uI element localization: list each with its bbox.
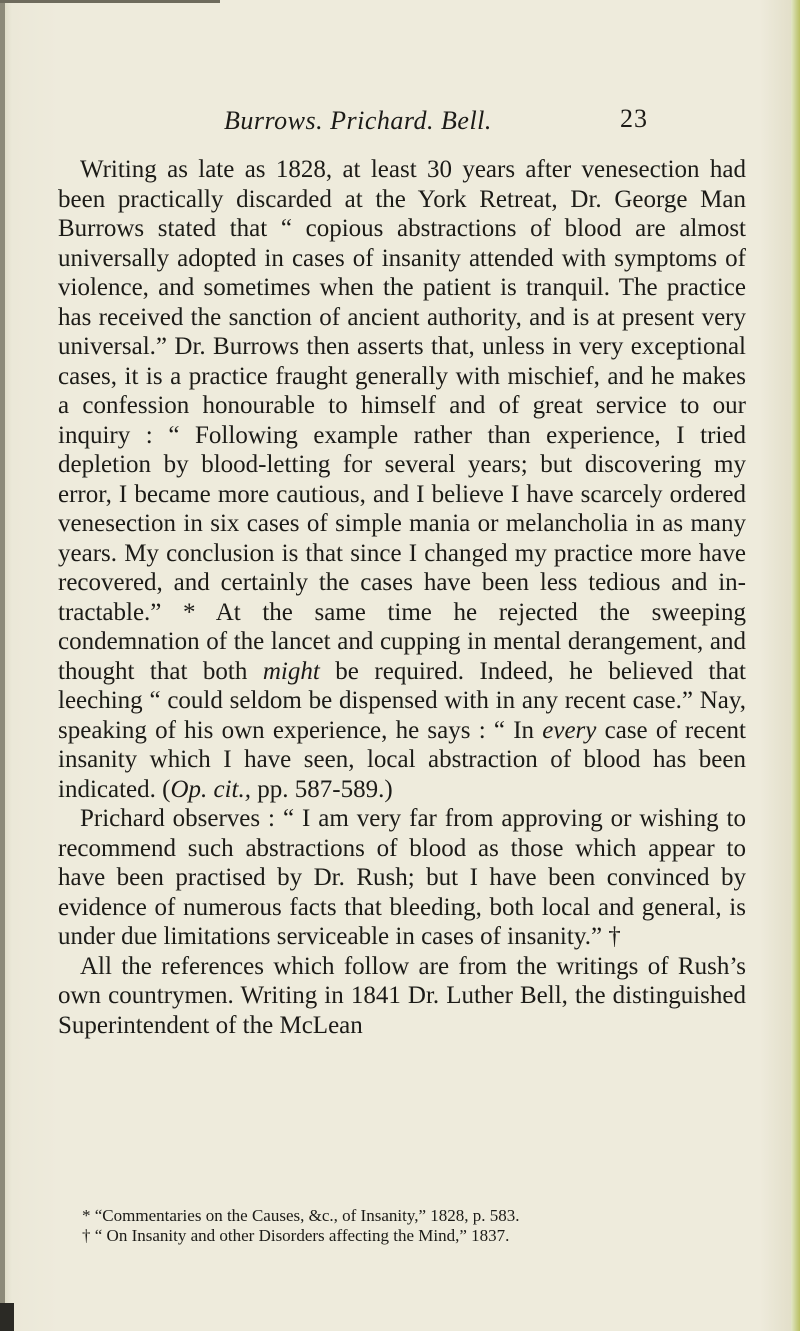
running-head-title: Burrows. Prichard. Bell. [224, 106, 492, 135]
page-number: 23 [620, 104, 648, 133]
footnote-dagger: † “ On Insanity and other Disorders affecting the Mind,” 1837. [82, 1226, 510, 1245]
footnotes [82, 1206, 754, 1246]
page-right-edge [791, 0, 800, 1331]
paragraph-text: case of recent insanity which I have seen, local abstraction of blood has been indicated. ( [58, 716, 746, 803]
paragraph-prichard: Prichard observes : “ I am very far from approving or wishing to recommend such abstractions of blood as those which appear to have been practised by Dr. Rush; but I have been convinced by evidence of numerous facts that bleeding, both local and general, is under due limitations serviceable in cases of insanity.” † [58, 805, 746, 950]
italic-text: Op. cit., [170, 775, 251, 803]
italic-text: might [262, 657, 320, 685]
paragraph-text: pp. 587-589.) [251, 775, 393, 803]
footnote-asterisk: * “Commentaries on the Causes, &c., of Insanity,” 1828, p. 583. [82, 1206, 520, 1225]
page-top-edge [0, 0, 220, 3]
paragraph-burrows [58, 155, 746, 804]
paragraph-text: Writing as late as 1828, at least 30 years after venesection had been practically discarded at the York Retreat, Dr. George Man Burrows stated that “ copious abstractions of blood are almost universally adopted in cases of insanity attended with symptoms of violence, and sometimes when the patient is tranquil. The practice has received the sanction of ancient authority, and is at present very universal.” Dr. Burrows then asserts that, unless in very exceptional cases, it is a practice fraught generally with mischief, and he makes a confession honourable to himself and of great service to our inquiry : “ Following example rather than experience, I tried depletion by blood-letting for several years; but discovering my error, I became more cautious, and I believe I have scarcely ordered venesection in six cases of simple mania or melancholia in as many years. My conclusion is that since I changed my practice more have recovered, and certainly the cases have been less tedious and intractable.” * At the same time he rejected the sweeping condemnation of the lancet and cupping in mental derangement, and thought that both [58, 156, 746, 685]
binding-mark [0, 1303, 14, 1331]
running-head [0, 98, 800, 138]
body-text [58, 155, 746, 1040]
page-left-edge [0, 0, 5, 1331]
italic-text: every [542, 716, 597, 744]
paragraph-text: be required. Indeed, he believed that leeching “ could seldom be dispensed with in any recent case.” Nay, speaking of his own experience, he says : “ In [58, 657, 746, 744]
paragraph-rush: All the references which follow are from the writings of Rush’s own countrymen. Writing in 1841 Dr. Luther Bell, the distinguished Superintendent of the McLean [58, 952, 746, 1039]
